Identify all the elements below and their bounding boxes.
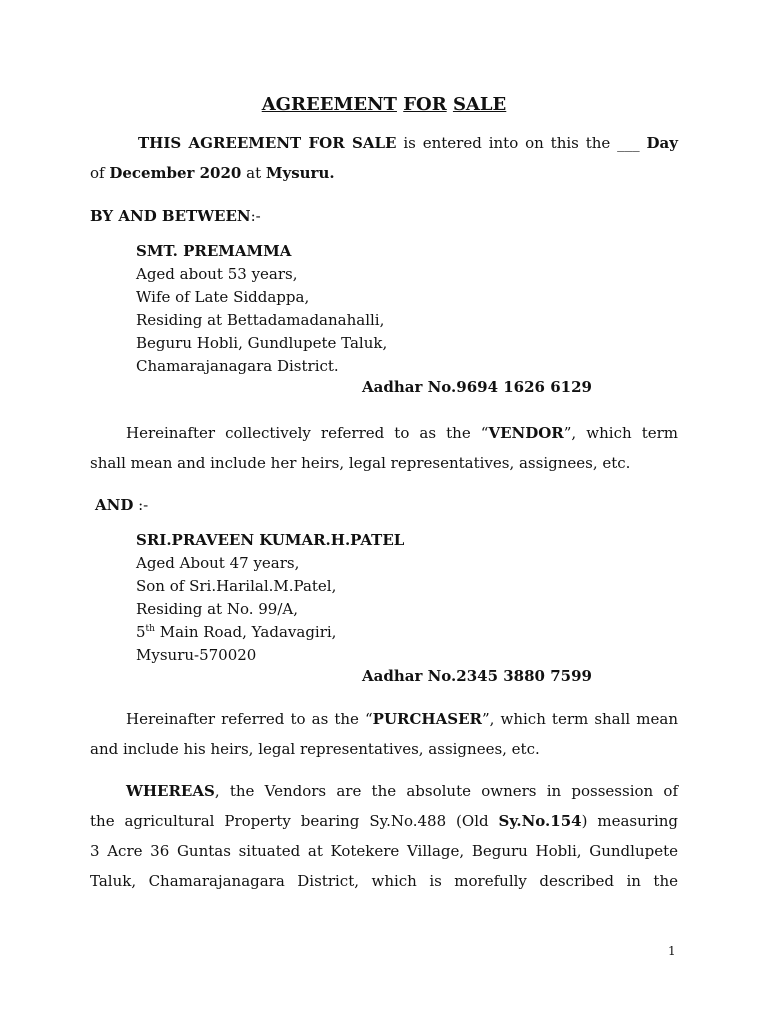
purchaser-relation: Son of Sri.Harilal.M.Patel, bbox=[136, 577, 337, 595]
old-survey-number: Sy.No.154 bbox=[498, 812, 582, 830]
whereas-label: WHEREAS bbox=[126, 782, 215, 800]
intro-agreement-label: THIS AGREEMENT FOR SALE bbox=[138, 134, 397, 152]
page-number: 1 bbox=[668, 944, 676, 958]
whereas-line-2-suffix: ) measuring bbox=[581, 812, 679, 830]
vendor-clause-line-2: shall mean and include her heirs, legal representatives, assignees, etc. bbox=[90, 454, 631, 472]
whereas-line-2-prefix: the agricultural Property bearing Sy.No.488 (Old bbox=[90, 812, 499, 830]
intro-at-text: at bbox=[241, 164, 266, 182]
by-and-between-label: BY AND BETWEEN bbox=[90, 207, 251, 225]
purchaser-term: PURCHASER bbox=[372, 710, 482, 728]
intro-line-2 bbox=[90, 164, 335, 182]
vendor-name: SMT. PREMAMMA bbox=[136, 242, 292, 260]
purchaser-road-name: Main Road, Yadavagiri, bbox=[154, 623, 337, 641]
whereas-line-3: 3 Acre 36 Guntas situated at Kotekere Village, Beguru Hobli, Gundlupete bbox=[90, 842, 678, 860]
by-and-between-suffix: :- bbox=[250, 207, 261, 225]
purchaser-road bbox=[136, 623, 336, 641]
vendor-relation: Wife of Late Siddappa, bbox=[136, 288, 310, 306]
vendor-hobli-taluk: Beguru Hobli, Gundlupete Taluk, bbox=[136, 334, 388, 352]
intro-place: Mysuru. bbox=[265, 164, 335, 182]
whereas-line-1 bbox=[126, 782, 678, 800]
purchaser-age: Aged About 47 years, bbox=[136, 554, 300, 572]
vendor-term: VENDOR bbox=[488, 424, 564, 442]
whereas-line-2 bbox=[90, 812, 678, 830]
title-word-agreement: AGREEMENT bbox=[261, 94, 397, 115]
vendor-district: Chamarajanagara District. bbox=[136, 357, 339, 375]
purchaser-clause-prefix: Hereinafter referred to as the “ bbox=[126, 710, 373, 728]
intro-day-label: Day bbox=[646, 134, 678, 152]
vendor-clause-prefix: Hereinafter collectively referred to as the “ bbox=[126, 424, 489, 442]
and-suffix: :- bbox=[133, 496, 149, 514]
intro-of-text: of bbox=[90, 164, 110, 182]
and-heading bbox=[95, 496, 148, 514]
whereas-line-4: Taluk, Chamarajanagara District, which is morefully described in the bbox=[90, 872, 678, 890]
vendor-aadhar: Aadhar No.9694 1626 6129 bbox=[362, 378, 592, 396]
intro-entered-text: is entered into on this the ___ bbox=[396, 134, 647, 152]
title-word-sale: SALE bbox=[452, 94, 507, 115]
intro-line-1 bbox=[138, 134, 678, 152]
purchaser-city: Mysuru-570020 bbox=[136, 646, 257, 664]
by-and-between-heading bbox=[90, 207, 261, 225]
vendor-clause-suffix: ”, which term bbox=[563, 424, 678, 442]
intro-date: December 2020 bbox=[109, 164, 242, 182]
title-word-for: FOR bbox=[403, 94, 447, 115]
whereas-line-1-text: , the Vendors are the absolute owners in possession of bbox=[214, 782, 678, 800]
document-title bbox=[0, 94, 768, 116]
purchaser-road-ordinal: th bbox=[145, 624, 155, 634]
purchaser-road-number: 5 bbox=[136, 623, 146, 641]
vendor-age: Aged about 53 years, bbox=[136, 265, 298, 283]
purchaser-clause-line-1 bbox=[126, 710, 678, 728]
vendor-residence: Residing at Bettadamadanahalli, bbox=[136, 311, 385, 329]
purchaser-aadhar: Aadhar No.2345 3880 7599 bbox=[362, 667, 592, 685]
purchaser-residence: Residing at No. 99/A, bbox=[136, 600, 299, 618]
and-label: AND bbox=[95, 496, 134, 514]
purchaser-name: SRI.PRAVEEN KUMAR.H.PATEL bbox=[136, 531, 405, 549]
purchaser-clause-line-2: and include his heirs, legal representatives, assignees, etc. bbox=[90, 740, 540, 758]
vendor-clause-line-1 bbox=[126, 424, 678, 442]
purchaser-clause-suffix: ”, which term shall mean bbox=[481, 710, 678, 728]
